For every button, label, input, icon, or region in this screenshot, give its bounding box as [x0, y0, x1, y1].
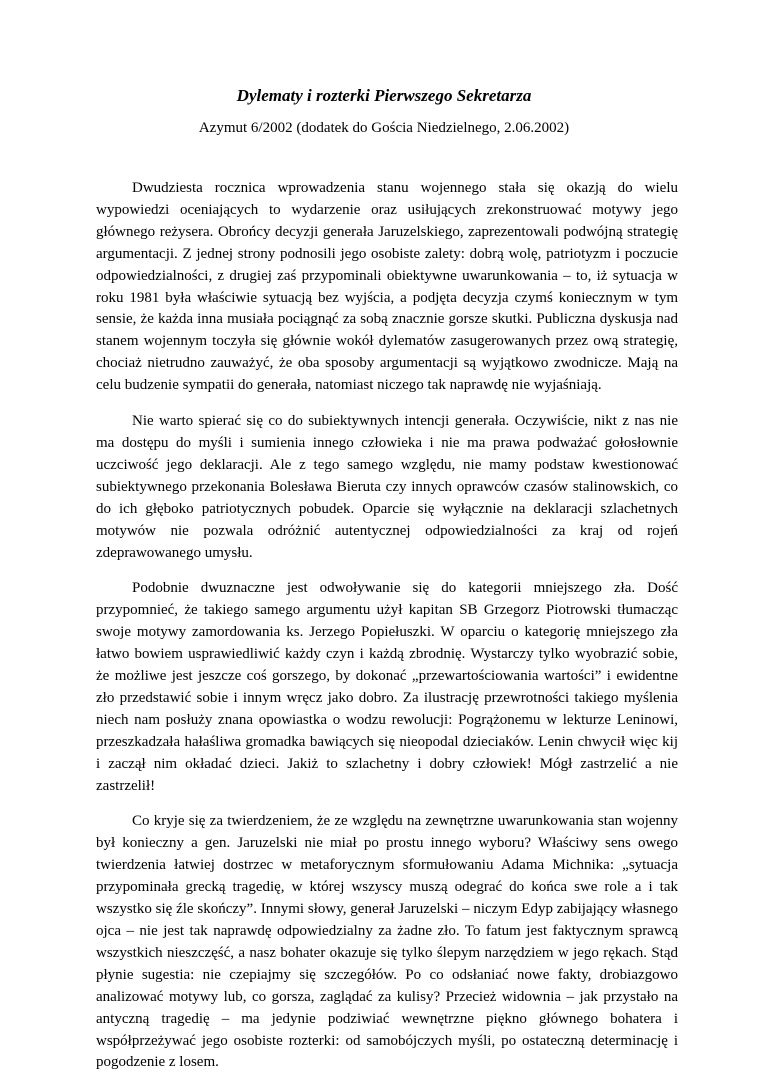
- paragraph-3: Podobnie dwuznaczne jest odwoływanie się do kategorii mniejszego zła. Dość przypomnieć, że takiego samego argumentu użył kapitan SB Grzegorz Piotrowski tłumacząc swoje motywy zamordowania ks. Jerzego Popiełuszki. W oparciu o kategorię mniejszego zła łatwo bowiem usprawiedliwić każdy czyn i każdą zbrodnię. Wystarczy tylko wyobrazić sobie, że możliwe jest jeszcze coś gorszego, by dokonać „przewartościowania wartości” i ewidentne zło przedstawić sobie i innym wręcz jako dobro. Za ilustrację przewrotności takiego myślenia niech nam posłuży znana opowiastka o wodzu rewolucji: Pogrążonemu w lekturze Leninowi, przeszkadzała hałaśliwa gromadka bawiących się nieopodal dzieciaków. Lenin chwycił więc kij i zaczął nim okładać dzieci. Jakiż to szlachetny i dobry człowiek! Mógł zastrzelić a nie zastrzelił!: [96, 580, 678, 794]
- document-body: [96, 178, 678, 1088]
- document-subtitle: Azymut 6/2002 (dodatek do Gościa Niedzielnego, 2.06.2002): [198, 120, 570, 136]
- document-title: Dylematy i rozterki Pierwszego Sekretarza: [236, 86, 532, 105]
- paragraph-4: Co kryje się za twierdzeniem, że ze względu na zewnętrzne uwarunkowania stan wojenny był konieczny a gen. Jaruzelski nie miał po prostu innego wyboru? Właściwy sens owego twierdzenia łatwiej dostrzec w metaforycznym sformułowaniu Adama Michnika: „sytuacja przypominała grecką tragedię, w której wszyscy muszą odegrać do końca swe role a i tak wszystko się źle skończy”. Innymi słowy, generał Jaruzelski – niczym Edyp zabijający własnego ojca – nie jest tak naprawdę odpowiedzialny za żadne zło. To fatum jest faktycznym sprawcą wszystkich nieszczęść, a nasz bohater okazuje się tylko ślepym narzędziem w jego rękach. Stąd płynie sugestia: nie czepiajmy się szczegółów. Po co odsłaniać nowe fakty, drobiazgowo analizować motywy lub, co gorsza, zaglądać za kulisy? Przecież widownia – jak przystało na antyczną tragedię – ma jedynie podziwiać wewnętrzne piękno głównego bohatera i współprzeżywać jego osobiste rozterki: od samobójczych myśli, po ostateczną determinację i pogodzenie z losem.: [96, 813, 678, 1071]
- paragraph-2: Nie warto spierać się co do subiektywnych intencji generała. Oczywiście, nikt z nas nie ma dostępu do myśli i sumienia innego człowieka i nie ma prawa podważać gołosłownie uczciwość jego deklaracji. Ale z tego samego względu, nie mamy podstaw kwestionować subiektywnego przekonania Bolesława Bieruta czy innych oprawców czasów stalinowskich, co do ich głęboko patriotycznych pobudek. Oparcie się wyłącznie na deklaracji szlachetnych motywów nie pozwala odróżnić autentycznej odpowiedzialności za kraj od rojeń zdeprawowanego umysłu.: [96, 413, 678, 561]
- paragraph-1: Dwudziesta rocznica wprowadzenia stanu wojennego stała się okazją do wielu wypowiedzi oceniających to wydarzenie oraz usiłujących zrekonstruować motywy jego głównego reżysera. Obrońcy decyzji generała Jaruzelskiego, zaprezentowali podwójną strategię argumentacji. Z jednej strony podnosili jego osobiste zalety: dobrą wolę, patriotyzm i poczucie odpowiedzialności, z drugiej zaś przypominali obiektywne uwarunkowania – to, iż sytuacja w roku 1981 była właściwie sytuacją bez wyjścia, a podjęta decyzja czymś koniecznym w tym sensie, że każda inna musiała pociągnąć za sobą znacznie gorsze skutki. Publiczna dyskusja nad stanem wojennym toczyła się głównie wokół dylematów zasugerowanych przez ową strategię, chociaż nietrudno zauważyć, że oba sposoby argumentacji są wyjątkowo zwodnicze. Mają na celu budzenie sympatii do generała, natomiast niczego tak naprawdę nie wyjaśniają.: [96, 180, 678, 394]
